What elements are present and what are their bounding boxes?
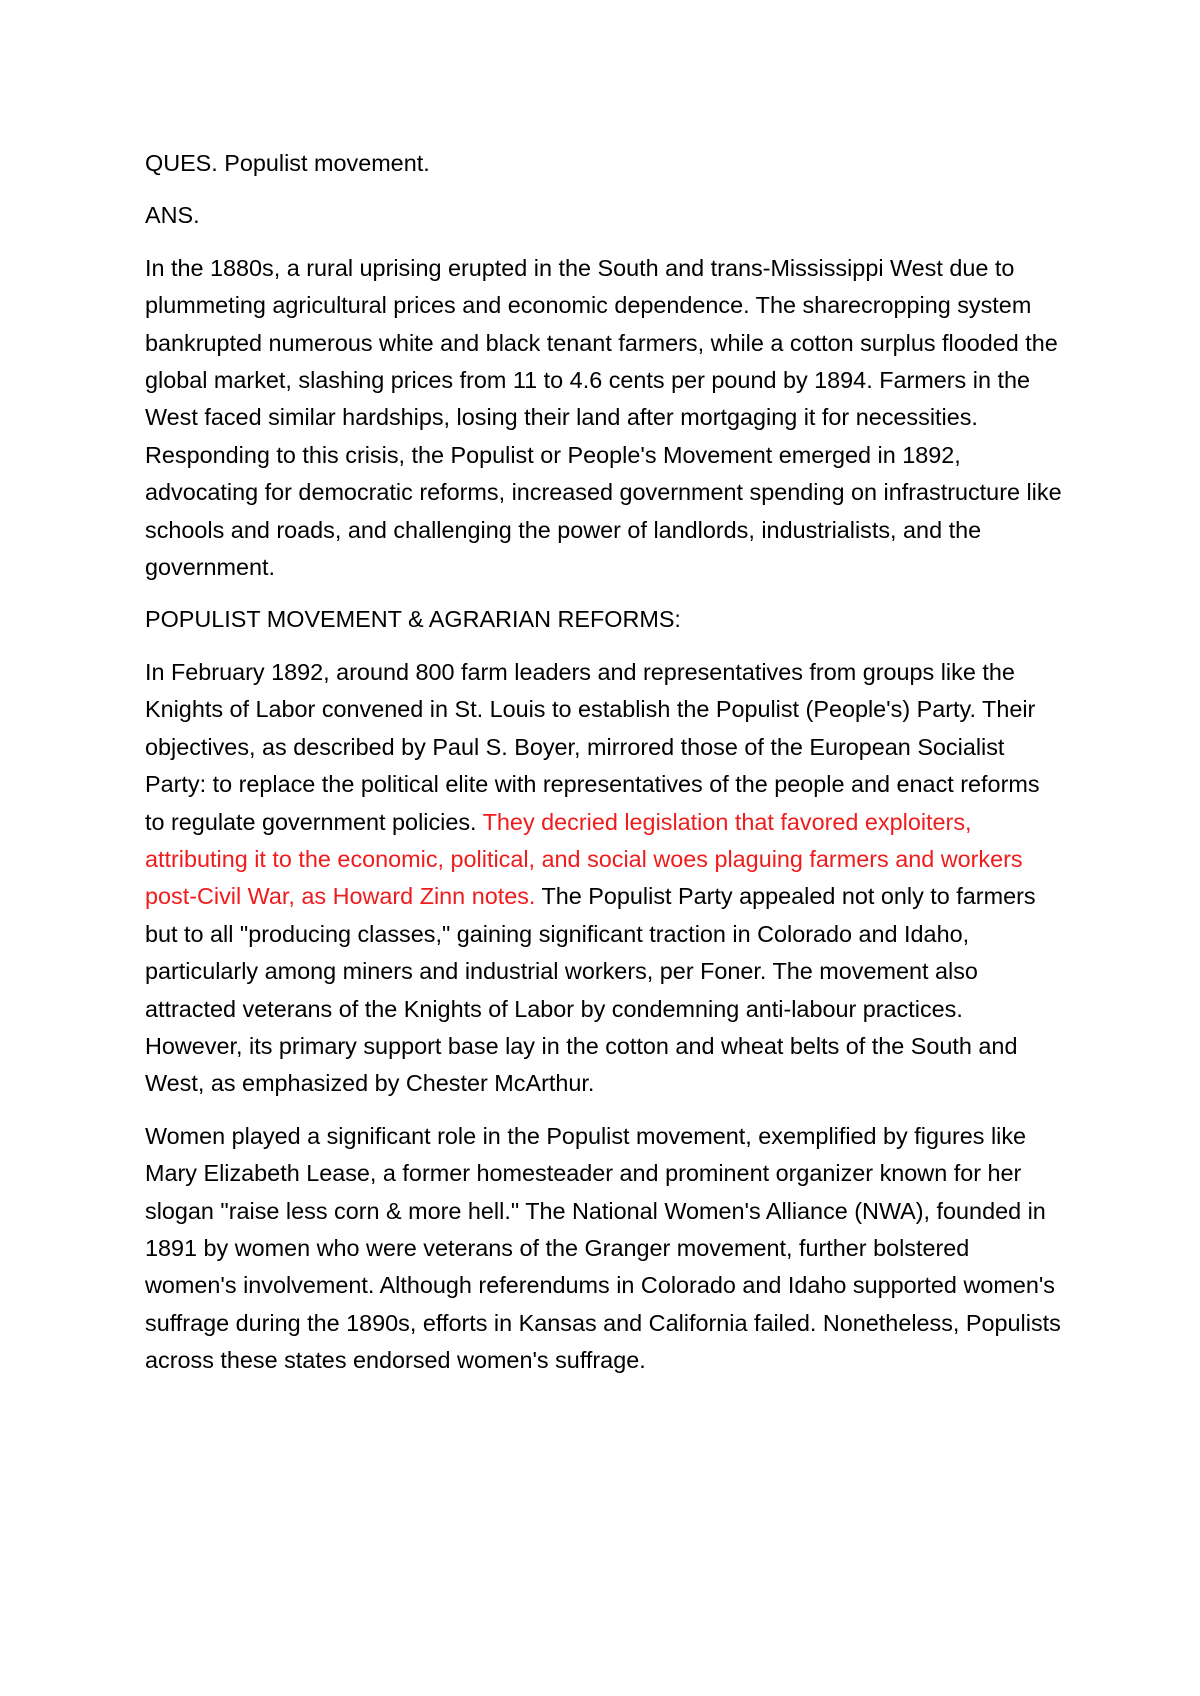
answer-label: ANS. — [145, 202, 200, 229]
section-heading: POPULIST MOVEMENT & AGRARIAN REFORMS: — [145, 606, 681, 633]
highlighted-sentence: They decried legislation that favored exploiters, attributing it to the economic, political, and social woes plaguing farmers and workers post-Civil War, as Howard Zinn notes. — [145, 808, 1023, 910]
intro-paragraph: In the 1880s, a rural uprising erupted in the South and trans-Mississippi West due to plummeting agricultural prices and economic dependence. The sharecropping system bankrupted numerous white and black tenant farmers, while a cotton surplus flooded the global market, slashing prices from 11 to 4.6 cents per pound by 1894. Farmers in the West faced similar hardships, losing their land after mortgaging it for necessities. Responding to this crisis, the Populist or People's Movement emerged in 1892, advocating for democratic reforms, increased government spending on infrastructure like schools and roads, and challenging the power of landlords, industrialists, and the government. — [145, 254, 1062, 581]
paragraph-text-after-highlight: The Populist Party appealed not only to farmers but to all "producing classes," gaining significant traction in Colorado and Idaho, particularly among miners and industrial workers, per Foner. The movement also attracted veterans of the Knights of Labor by condemning anti-labour practices. However, its primary support base lay in the cotton and wheat belts of the South and West, as emphasized by Chester McArthur. — [145, 883, 1036, 1097]
document-body — [145, 145, 1065, 1395]
paragraph-text-before-highlight: In February 1892, around 800 farm leaders and representatives from groups like the Knights of Labor convened in St. Louis to establish the Populist (People's) Party. Their objectives, as described by Paul S. Boyer, mirrored those of the European Socialist Party: to replace the political elite with representatives of the people and enact reforms to regulate government policies. — [145, 658, 1040, 835]
question-line: QUES. Populist movement. — [145, 150, 430, 176]
agrarian-reforms-paragraph — [145, 654, 1065, 1103]
women-role-paragraph: Women played a significant role in the Populist movement, exemplified by figures like Mary Elizabeth Lease, a former homesteader and prominent organizer known for her slogan "raise less corn & more hell." The National Women's Alliance (NWA), founded in 1891 by women who were veterans of the Granger movement, further bolstered women's involvement. Although referendums in Colorado and Idaho supported women's suffrage during the 1890s, efforts in Kansas and California failed. Nonetheless, Populists across these states endorsed women's suffrage. — [145, 1122, 1061, 1374]
